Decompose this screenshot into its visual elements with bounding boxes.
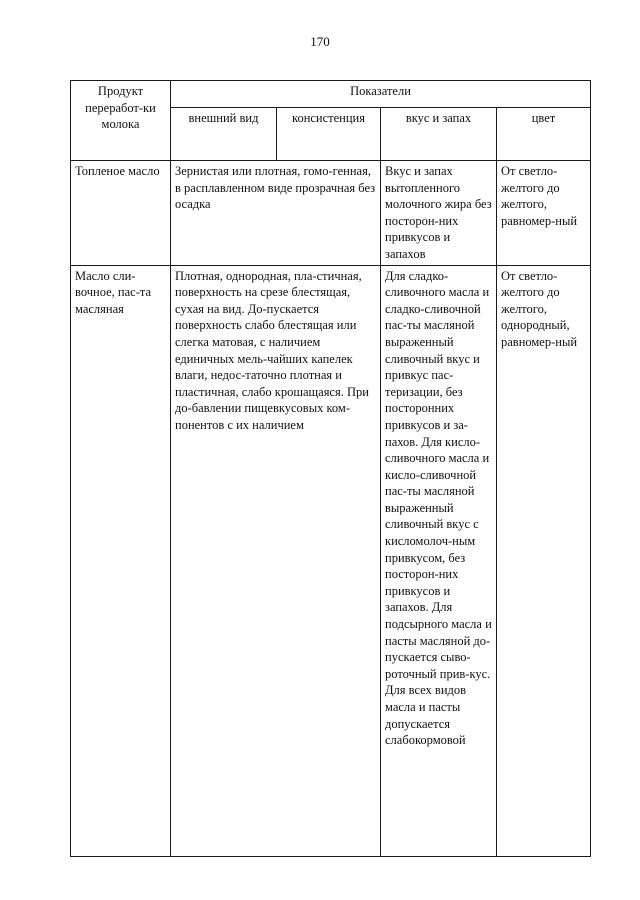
header-indicators: Показатели bbox=[171, 81, 591, 108]
header-color: цвет bbox=[497, 108, 591, 161]
cell-color: От светло-желтого до желтого, однородный, равномер-ный bbox=[497, 265, 591, 856]
cell-taste-smell: Вкус и запах вытопленного молочного жира без посторон-них привкусов и запахов bbox=[381, 161, 497, 266]
header-taste-smell: вкус и запах bbox=[381, 108, 497, 161]
cell-color: От светло-желтого до желтого, равномер-ный bbox=[497, 161, 591, 266]
header-product: Продукт переработ-ки молока bbox=[71, 81, 171, 161]
cell-product: Топленое масло bbox=[71, 161, 171, 266]
cell-appearance-consistency: Зернистая или плотная, гомо-генная, в расплавленном виде прозрачная без осадка bbox=[171, 161, 381, 266]
cell-product: Масло сли-вочное, пас-та масляная bbox=[71, 265, 171, 856]
table-header-row bbox=[71, 81, 591, 108]
header-appearance: внешний вид bbox=[171, 108, 277, 161]
table-row bbox=[71, 265, 591, 856]
page-number: 170 bbox=[310, 34, 330, 49]
header-consistency: консистенция bbox=[277, 108, 381, 161]
quality-indicators-table bbox=[70, 80, 591, 857]
table-row bbox=[71, 161, 591, 266]
cell-appearance-consistency: Плотная, однородная, пла-стичная, поверхность на срезе блестящая, сухая на вид. До-пускается поверхность слабо блестящая или слегка матовая, с наличием единичных мель-чайших капелек влаги, недос-таточно плотная и пластичная, слабо крошащаяся. При до-бавлении пищевкусовых ком-понентов с их наличием bbox=[171, 265, 381, 856]
cell-taste-smell: Для сладко-сливочного масла и сладко-сливочной пас-ты масляной выраженный сливочный вкус и привкус пас-теризации, без посторонних привкусов и за-пахов. Для кисло-сливочного масла и кисло-сливочной пас-ты масляной выраженный сливочный вкус с кисломолоч-ным привкусом, без посторон-них привкусов и запахов. Для подсырного масла и пасты масляной до-пускается сыво-роточный прив-кус. Для всех видов масла и пасты допускается слабокормовой bbox=[381, 265, 497, 856]
